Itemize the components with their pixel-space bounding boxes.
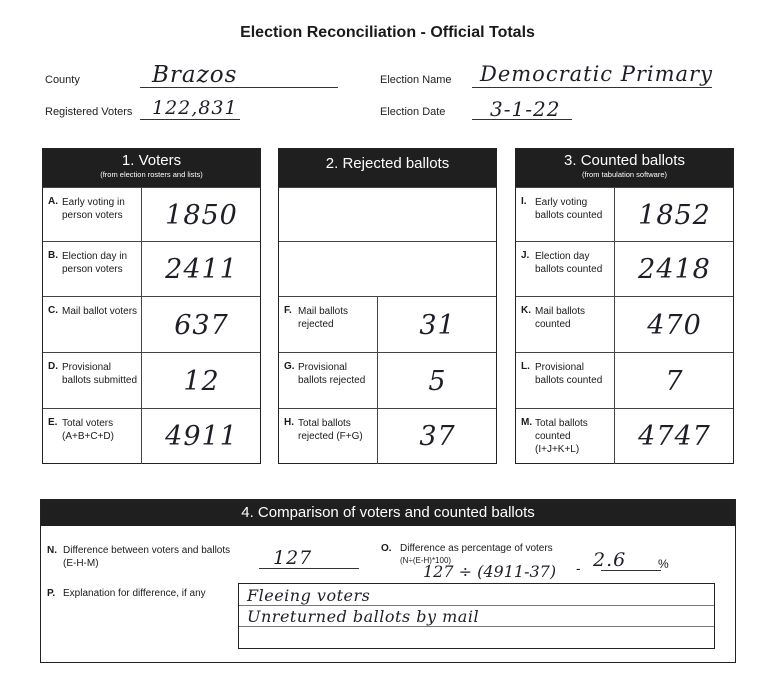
counted-heading: 3. Counted ballots <box>564 152 685 169</box>
row-description: Total ballots rejected (F+G) <box>298 418 363 442</box>
explanation-line-2: Unreturned ballots by mail <box>247 607 480 626</box>
registered-voters-value: 122,831 <box>152 97 238 119</box>
o-value: 2.6 <box>593 549 627 571</box>
election-name-value: Democratic Primary <box>480 62 713 86</box>
row-description: Provisional ballots submitted <box>62 362 138 386</box>
explanation-rule <box>239 605 714 606</box>
row-letter: M. <box>521 417 533 428</box>
voters-row-a <box>43 187 260 242</box>
row-description: Mail ballot voters <box>62 306 138 317</box>
election-name-underline <box>472 87 712 88</box>
row-description: Total voters (A+B+C+D) <box>62 418 114 442</box>
o-letter: O. <box>381 543 392 554</box>
rejected-heading: 2. Rejected ballots <box>325 155 450 172</box>
rejected-row-blank-1 <box>279 187 496 242</box>
p-letter: P. <box>47 588 56 599</box>
row-value: 2418 <box>638 254 711 285</box>
row-value: 31 <box>419 309 456 341</box>
row-value: 4747 <box>638 421 711 452</box>
row-letter: L. <box>521 361 530 372</box>
counted-row-k <box>516 296 733 353</box>
counted-row-j <box>516 241 733 297</box>
county-label: County <box>45 74 80 86</box>
counted-row-l <box>516 352 733 409</box>
n-description: Difference between voters and ballots <box>63 545 231 556</box>
rejected-row-h <box>279 408 496 464</box>
row-letter: D. <box>48 361 58 372</box>
row-letter: F. <box>284 305 292 316</box>
row-value: 12 <box>183 365 220 397</box>
p-description: Explanation for difference, if any <box>63 588 206 599</box>
row-letter: E. <box>48 417 58 428</box>
row-description: Provisional ballots rejected <box>298 362 366 386</box>
counted-panel-header <box>516 149 733 187</box>
explanation-rule <box>239 626 714 627</box>
voters-heading: 1. Voters <box>121 152 182 169</box>
row-description: Election day in person voters <box>62 251 128 275</box>
o-unit: % <box>658 557 669 571</box>
row-value: 1850 <box>165 199 238 231</box>
county-value: Brazos <box>152 62 238 88</box>
rejected-row-blank-2 <box>279 241 496 297</box>
row-description: Early voting in person voters <box>62 197 125 221</box>
voters-panel <box>42 148 261 464</box>
row-letter: A. <box>48 196 58 207</box>
o-formula: (N÷(E-H)*100) <box>400 556 452 565</box>
counted-panel <box>515 148 734 464</box>
n-formula: (E-H-M) <box>63 558 99 569</box>
voters-panel-header <box>43 149 260 187</box>
n-value: 127 <box>273 547 313 569</box>
row-value: 637 <box>174 309 229 341</box>
counted-row-m <box>516 408 733 464</box>
registered-voters-underline <box>140 119 240 120</box>
row-letter: B. <box>48 250 58 261</box>
row-description: Mail ballots rejected <box>298 306 349 330</box>
o-description: Difference as percentage of voters <box>400 543 553 554</box>
rejected-row-f <box>279 296 496 353</box>
row-value: 2411 <box>165 254 238 285</box>
counted-row-i <box>516 187 733 242</box>
row-letter: I. <box>521 196 527 207</box>
row-value: 37 <box>419 421 456 452</box>
row-description: Mail ballots counted <box>535 306 586 330</box>
o-dash: - <box>576 560 581 576</box>
comparison-heading: 4. Comparison of voters and counted ballots <box>241 504 535 521</box>
explanation-line-1: Fleeing voters <box>247 586 371 605</box>
row-description: Election day ballots counted <box>535 251 603 275</box>
comparison-panel-header <box>41 500 735 526</box>
row-value: 470 <box>647 309 702 341</box>
explanation-box <box>238 583 715 649</box>
row-description: Total ballots counted (I+J+K+L) <box>535 418 588 455</box>
row-letter: G. <box>284 361 295 372</box>
rejected-panel-header <box>279 149 496 187</box>
election-date-value: 3-1-22 <box>490 97 561 121</box>
counted-subheading: (from tabulation software) <box>581 170 668 179</box>
row-value: 7 <box>665 365 684 397</box>
election-name-label: Election Name <box>380 74 452 86</box>
election-date-label: Election Date <box>380 106 446 118</box>
row-value: 4911 <box>165 421 238 452</box>
rejected-row-g <box>279 352 496 409</box>
voters-row-d <box>43 352 260 409</box>
row-letter: H. <box>284 417 294 428</box>
n-letter: N. <box>47 545 57 556</box>
voters-subheading: (from election rosters and lists) <box>100 170 203 179</box>
row-letter: K. <box>521 305 531 316</box>
voters-row-e <box>43 408 260 464</box>
registered-voters-label: Registered Voters <box>45 106 133 118</box>
row-letter: C. <box>48 305 58 316</box>
o-work: 127 ÷ (4911-37) <box>423 562 557 581</box>
row-value: 1852 <box>638 199 711 231</box>
rejected-panel <box>278 148 497 464</box>
row-value: 5 <box>428 365 447 397</box>
voters-row-c <box>43 296 260 353</box>
comparison-panel <box>40 499 736 663</box>
page-title: Election Reconciliation - Official Totals <box>240 24 535 41</box>
voters-row-b <box>43 241 260 297</box>
row-description: Early voting ballots counted <box>535 197 603 221</box>
row-description: Provisional ballots counted <box>535 362 603 386</box>
row-letter: J. <box>521 250 530 261</box>
